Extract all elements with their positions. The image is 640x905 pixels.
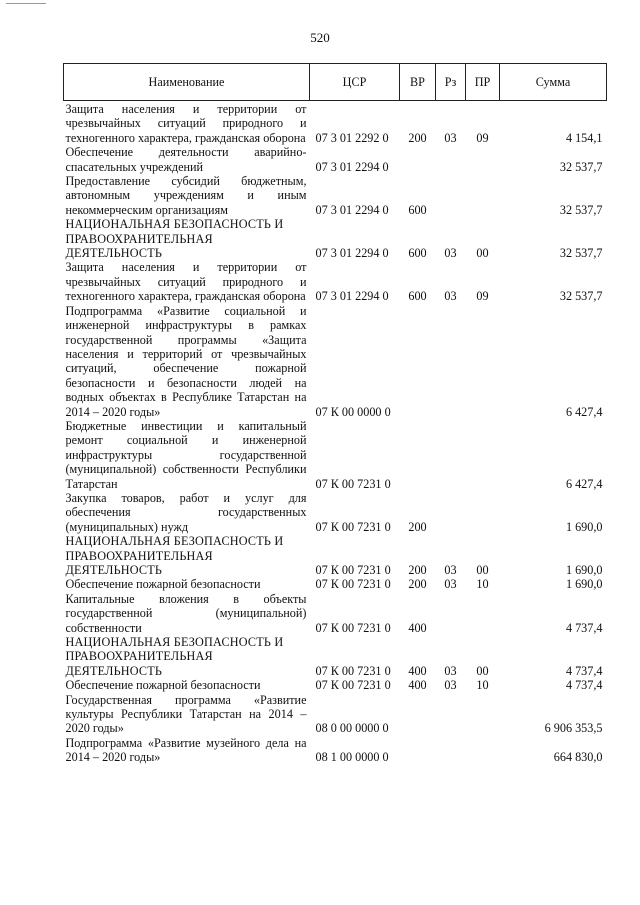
cell-name: Закупка товаров, работ и услуг для обеспечения государственных (муниципальных) нужд	[65, 490, 307, 534]
cell-name: Защита населения и территории от чрезвычайных ситуаций природного и техногенного характера, гражданская оборона	[65, 102, 307, 145]
cell-csr: 08 1 00 0000 0	[315, 750, 389, 765]
table-row	[64, 491, 607, 534]
cell-csr: 07 3 01 2294 0	[315, 159, 389, 174]
cell-sum: 6 427,4	[565, 476, 603, 491]
cell-csr: 07 К 00 7231 0	[315, 577, 391, 592]
cell-pr: 00	[476, 246, 489, 261]
cell-pr	[466, 145, 500, 174]
header-sum: Сумма	[500, 64, 607, 101]
table-row	[64, 419, 607, 491]
cell-sum: 4 737,4	[565, 663, 603, 678]
cell-rz: 03	[444, 678, 457, 693]
cell-vr: 600	[408, 246, 427, 261]
cell-sum: 664 830,0	[553, 750, 603, 765]
cell-csr: 07 3 01 2292 0	[315, 130, 389, 145]
cell-name: Обеспечение деятельности аварийно-спасательных учреждений	[65, 145, 307, 174]
table-row	[64, 592, 607, 635]
cell-csr: 07 К 00 7231 0	[315, 519, 391, 534]
table-row	[64, 635, 607, 678]
cell-name: Обеспечение пожарной безопасности	[65, 678, 261, 693]
cell-name: НАЦИОНАЛЬНАЯ БЕЗОПАСНОСТЬ И ПРАВООХРАНИТЕЛЬНАЯ ДЕЯТЕЛЬНОСТЬ	[65, 635, 284, 678]
cell-sum: 32 537,7	[559, 246, 603, 261]
cell-rz	[436, 592, 466, 635]
cell-vr	[400, 145, 436, 174]
header-name: Наименование	[64, 64, 310, 101]
cell-sum: 32 537,7	[559, 202, 603, 217]
cell-csr: 07 К 00 7231 0	[315, 476, 391, 491]
cell-rz	[436, 174, 466, 217]
cell-vr	[400, 419, 436, 491]
cell-rz	[436, 419, 466, 491]
cell-pr: 09	[476, 289, 489, 304]
cell-csr: 07 3 01 2294 0	[315, 202, 389, 217]
header-csr: ЦСР	[310, 64, 400, 101]
cell-pr	[466, 174, 500, 217]
cell-sum: 4 154,1	[565, 130, 603, 145]
cell-vr: 400	[408, 678, 427, 693]
cell-name: НАЦИОНАЛЬНАЯ БЕЗОПАСНОСТЬ И ПРАВООХРАНИТЕЛЬНАЯ ДЕЯТЕЛЬНОСТЬ	[65, 217, 284, 261]
cell-pr	[466, 693, 500, 736]
cell-name: Государственная программа «Развитие культуры Республики Татарстан на 2014 – 2020 годы»	[65, 692, 307, 736]
cell-csr: 08 0 00 0000 0	[315, 721, 389, 736]
cell-pr	[466, 491, 500, 534]
cell-pr	[466, 419, 500, 491]
table-row	[64, 736, 607, 765]
table-row	[64, 678, 607, 692]
cell-vr: 200	[408, 577, 427, 592]
cell-csr: 07 К 00 0000 0	[315, 404, 391, 419]
cell-name: Предоставление субсидий бюджетным, автономным учреждениям и иным некоммерческим организациям	[65, 174, 307, 217]
cell-pr: 09	[476, 130, 489, 145]
cell-vr	[400, 304, 436, 419]
cell-vr: 400	[408, 620, 427, 635]
cell-name: Подпрограмма «Развитие социальной и инженерной инфраструктуры в рамках государственной программы «Защита населения и территорий от чрезвычайных ситуаций, обеспечение пожарной безопасности и безопасности людей на водных объектах в Республике Татарстан на 2014 – 2020 годы»	[65, 303, 307, 419]
cell-sum: 4 737,4	[565, 620, 603, 635]
cell-name: Подпрограмма «Развитие музейного дела на 2014 – 2020 годы»	[65, 735, 307, 765]
cell-csr: 07 К 00 7231 0	[315, 663, 391, 678]
cell-sum: 1 690,0	[565, 563, 603, 577]
cell-rz	[436, 736, 466, 765]
table-row	[64, 101, 607, 146]
cell-csr: 07 3 01 2294 0	[315, 289, 389, 304]
cell-sum: 1 690,0	[565, 519, 603, 534]
cell-pr	[466, 592, 500, 635]
cell-csr: 07 К 00 7231 0	[315, 563, 391, 577]
cell-sum: 32 537,7	[559, 289, 603, 304]
header-pr: ПР	[466, 64, 500, 101]
cell-csr: 07 К 00 7231 0	[315, 620, 391, 635]
table-row	[64, 145, 607, 174]
cell-rz: 03	[444, 289, 457, 304]
cell-rz: 03	[444, 577, 457, 592]
cell-rz: 03	[444, 663, 457, 678]
budget-table	[63, 63, 607, 765]
table-row	[64, 174, 607, 217]
cell-sum: 1 690,0	[565, 577, 603, 592]
cell-pr: 00	[476, 663, 489, 678]
cell-vr: 200	[408, 563, 427, 577]
cell-pr	[466, 304, 500, 419]
header-rz: Рз	[436, 64, 466, 101]
table-row	[64, 260, 607, 303]
table-row	[64, 304, 607, 419]
cell-pr: 10	[476, 577, 489, 592]
cell-name: НАЦИОНАЛЬНАЯ БЕЗОПАСНОСТЬ И ПРАВООХРАНИТЕЛЬНАЯ ДЕЯТЕЛЬНОСТЬ	[65, 534, 284, 577]
table-header-row	[64, 64, 607, 101]
cell-pr: 10	[476, 678, 489, 693]
table-row	[64, 577, 607, 591]
page-number: 520	[310, 30, 330, 45]
cell-rz	[436, 145, 466, 174]
cell-vr	[400, 693, 436, 736]
cell-vr	[400, 736, 436, 765]
cell-csr: 07 К 00 7231 0	[315, 678, 391, 693]
cell-sum: 6 906 353,5	[544, 721, 603, 736]
header-vr: ВР	[400, 64, 436, 101]
cell-vr: 400	[408, 663, 427, 678]
cell-vr: 600	[408, 289, 427, 304]
cell-name: Бюджетные инвестиции и капитальный ремонт социальной и инженерной инфраструктуры государственной (муниципальной) собственности Республики Татарстан	[65, 418, 307, 491]
table-row	[64, 534, 607, 577]
cell-rz	[436, 304, 466, 419]
cell-name: Обеспечение пожарной безопасности	[65, 577, 261, 592]
cell-rz	[436, 693, 466, 736]
cell-vr: 200	[408, 130, 427, 145]
cell-rz: 03	[444, 563, 457, 577]
table-row	[64, 217, 607, 260]
cell-name: Защита населения и территории от чрезвычайных ситуаций природного и техногенного характера, гражданская оборона	[65, 260, 307, 304]
table-body	[64, 101, 607, 765]
cell-rz: 03	[444, 246, 457, 261]
cell-csr: 07 3 01 2294 0	[315, 246, 389, 261]
table-row	[64, 693, 607, 736]
cell-pr: 00	[476, 563, 489, 577]
cell-rz	[436, 491, 466, 534]
top-rule	[6, 3, 46, 4]
cell-vr: 600	[408, 202, 427, 217]
cell-pr	[466, 736, 500, 765]
cell-rz: 03	[444, 130, 457, 145]
cell-vr: 200	[408, 519, 427, 534]
cell-name: Капитальные вложения в объекты государственной (муниципальной) собственности	[65, 591, 307, 635]
cell-sum: 6 427,4	[565, 404, 603, 419]
cell-sum: 4 737,4	[565, 678, 603, 693]
cell-sum: 32 537,7	[559, 159, 603, 174]
